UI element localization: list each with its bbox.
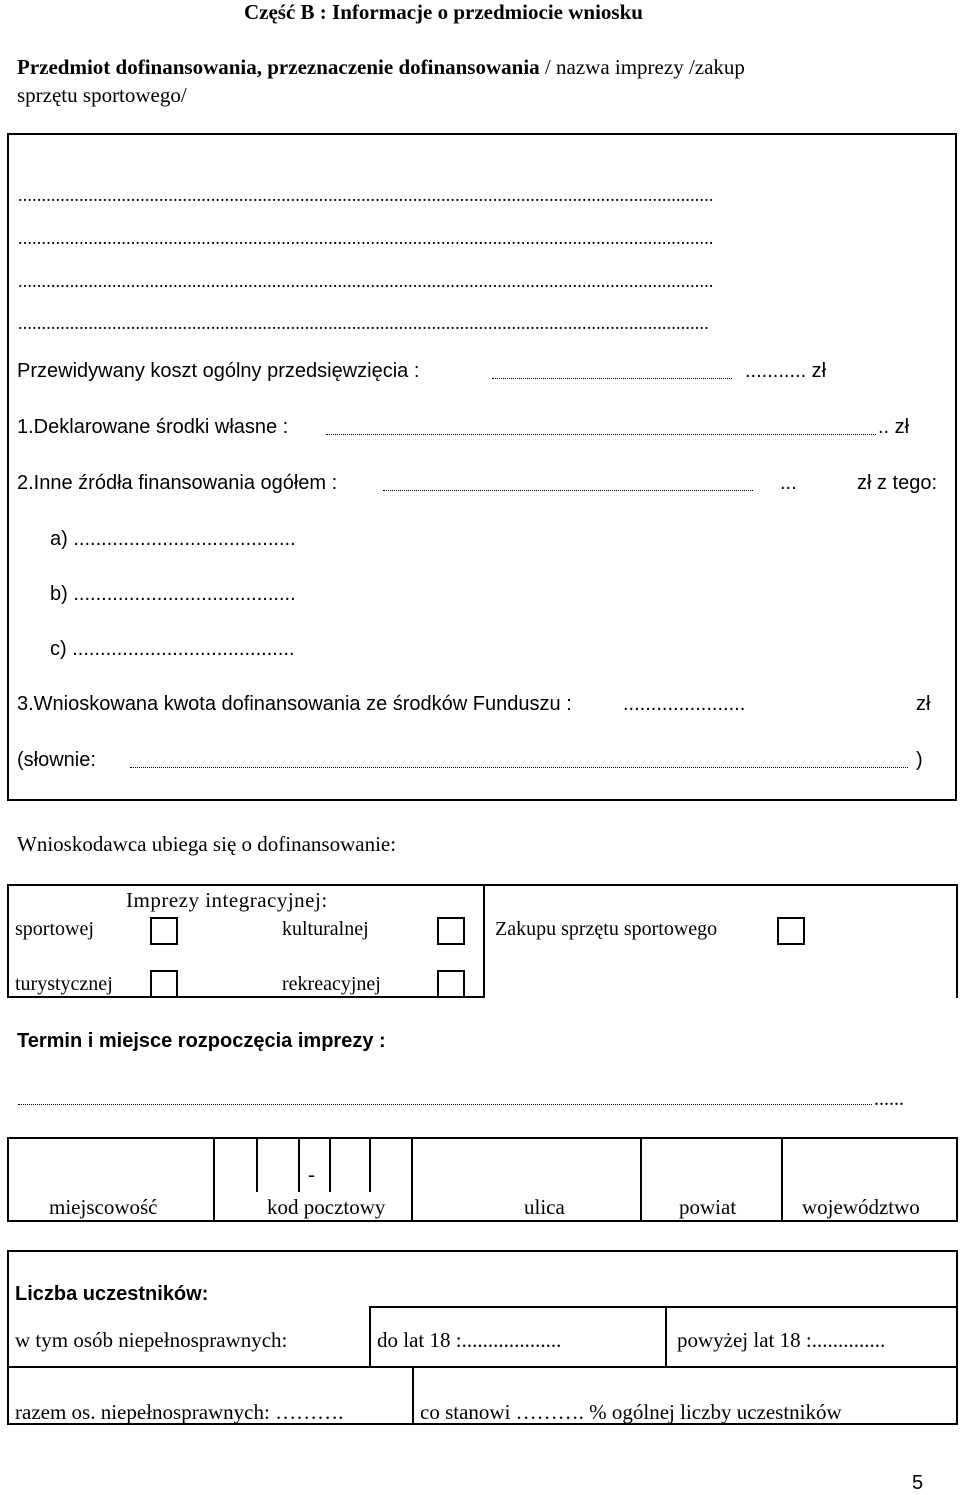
section-heading: Część B : Informacje o przedmiocie wniosku <box>244 0 643 24</box>
address-col-voivodeship: województwo <box>802 1195 920 1219</box>
participants-top <box>7 1250 958 1252</box>
address-col-city: miejscowość <box>49 1195 158 1219</box>
dot-line-4[interactable]: ................................................................................................................................................... <box>18 314 709 332</box>
other-sources-label: 2.Inne źródła finansowania ogółem : <box>17 472 338 494</box>
date-place-heading: Termin i miejsce rozpoczęcia imprezy : <box>17 1030 386 1052</box>
requested-amount-unit: zł <box>916 693 931 715</box>
applicant-heading: Wnioskodawca ubiega się o dofinansowanie: <box>17 832 397 856</box>
sport-checkbox[interactable] <box>150 917 178 945</box>
address-table-top <box>7 1137 958 1139</box>
participants-heading: Liczba uczestników: <box>15 1283 209 1305</box>
participants-row2-split <box>7 1366 958 1368</box>
tourism-checkbox[interactable] <box>150 970 178 998</box>
address-col-county: powiat <box>679 1195 737 1219</box>
amount-in-words-close: ) <box>916 749 923 771</box>
other-sources-field[interactable] <box>383 476 753 496</box>
subject-label-rest: / nazwa imprezy /zakup <box>539 55 745 79</box>
sub-item-a[interactable]: a) ........................................ <box>50 528 296 550</box>
requested-amount-field[interactable]: ...................... <box>623 693 746 715</box>
amount-in-words-open: (słownie: <box>17 749 96 771</box>
own-funds-label: 1.Deklarowane środki własne : <box>17 416 289 438</box>
address-col-sep-1 <box>213 1137 215 1222</box>
page-number: 5 <box>912 1472 924 1494</box>
equipment-checkbox[interactable] <box>777 917 805 945</box>
dot-line-2[interactable]: .................................................................................................................................................... <box>18 229 714 247</box>
subject-label-bold: Przedmiot dofinansowania, przeznaczenie dofinansowania <box>17 55 540 79</box>
amount-in-words-field[interactable] <box>130 753 908 773</box>
other-sources-suffix: zł z tego: <box>857 472 938 494</box>
participants-left <box>7 1250 9 1425</box>
equipment-label: Zakupu sprzętu sportowego <box>495 918 718 940</box>
participants-row1-split <box>369 1306 958 1308</box>
disabled-participants-label: w tym osób niepełnosprawnych: <box>15 1328 288 1352</box>
total-disabled-field[interactable]: razem os. niepełnosprawnych: ………. <box>15 1400 344 1424</box>
subject-label-line2: sprzętu sportowego/ <box>17 83 187 107</box>
disabled-share-field[interactable]: co stanowi ………. % ogólnej liczby uczestników <box>420 1400 842 1424</box>
tourism-label: turystycznej <box>15 973 113 995</box>
address-col-postal: kod pocztowy <box>267 1195 386 1219</box>
total-cost-tail: ........... zł <box>745 360 827 382</box>
subject-label <box>17 55 745 80</box>
sport-label: sportowej <box>15 918 94 940</box>
participants-col-b <box>665 1306 667 1368</box>
address-col-street: ulica <box>524 1195 565 1219</box>
own-funds-field[interactable] <box>326 420 876 440</box>
integration-events-title: Imprezy integracyjnej: <box>126 888 328 912</box>
participants-col-a <box>369 1306 371 1368</box>
address-col-sep-2 <box>411 1137 413 1222</box>
recreation-checkbox[interactable] <box>437 970 465 998</box>
sub-item-c[interactable]: c) ........................................ <box>50 638 295 660</box>
over-18-field[interactable]: powyżej lat 18 :.............. <box>677 1328 886 1352</box>
event-table-bottom <box>7 996 485 998</box>
event-table-left <box>7 884 9 998</box>
other-sources-dots: ... <box>780 472 797 494</box>
postal-digit-sep-4 <box>369 1137 371 1192</box>
total-cost-field[interactable] <box>492 364 732 384</box>
dot-line-3[interactable]: .................................................................................................................................................... <box>18 272 714 290</box>
address-col-sep-3 <box>640 1137 642 1222</box>
culture-checkbox[interactable] <box>437 917 465 945</box>
postal-digit-sep-3 <box>329 1137 331 1192</box>
under-18-field[interactable]: do lat 18 :................... <box>377 1328 562 1352</box>
recreation-label: rekreacyjnej <box>282 973 381 995</box>
postal-digit-sep-2 <box>298 1137 300 1192</box>
address-col-sep-0 <box>7 1137 9 1222</box>
requested-amount-label: 3.Wnioskowana kwota dofinansowania ze środków Funduszu : <box>17 693 572 715</box>
own-funds-tail: .. zł <box>878 416 910 438</box>
date-place-tail: ...... <box>874 1088 904 1110</box>
address-col-sep-5 <box>956 1137 958 1222</box>
event-table-divider <box>483 884 485 998</box>
participants-right <box>956 1250 958 1425</box>
postal-digit-sep-1 <box>256 1137 258 1192</box>
culture-label: kulturalnej <box>282 918 369 940</box>
address-table-bottom <box>7 1220 958 1222</box>
total-cost-label: Przewidywany koszt ogólny przedsięwzięcia : <box>17 360 420 382</box>
postal-dash: - <box>308 1162 315 1186</box>
dot-line-1[interactable]: .................................................................................................................................................... <box>18 186 714 204</box>
date-place-field[interactable] <box>18 1090 872 1110</box>
sub-item-b[interactable]: b) ........................................ <box>50 583 296 605</box>
address-col-sep-4 <box>781 1137 783 1222</box>
event-table-right <box>956 884 958 998</box>
participants-col-c <box>412 1366 414 1425</box>
